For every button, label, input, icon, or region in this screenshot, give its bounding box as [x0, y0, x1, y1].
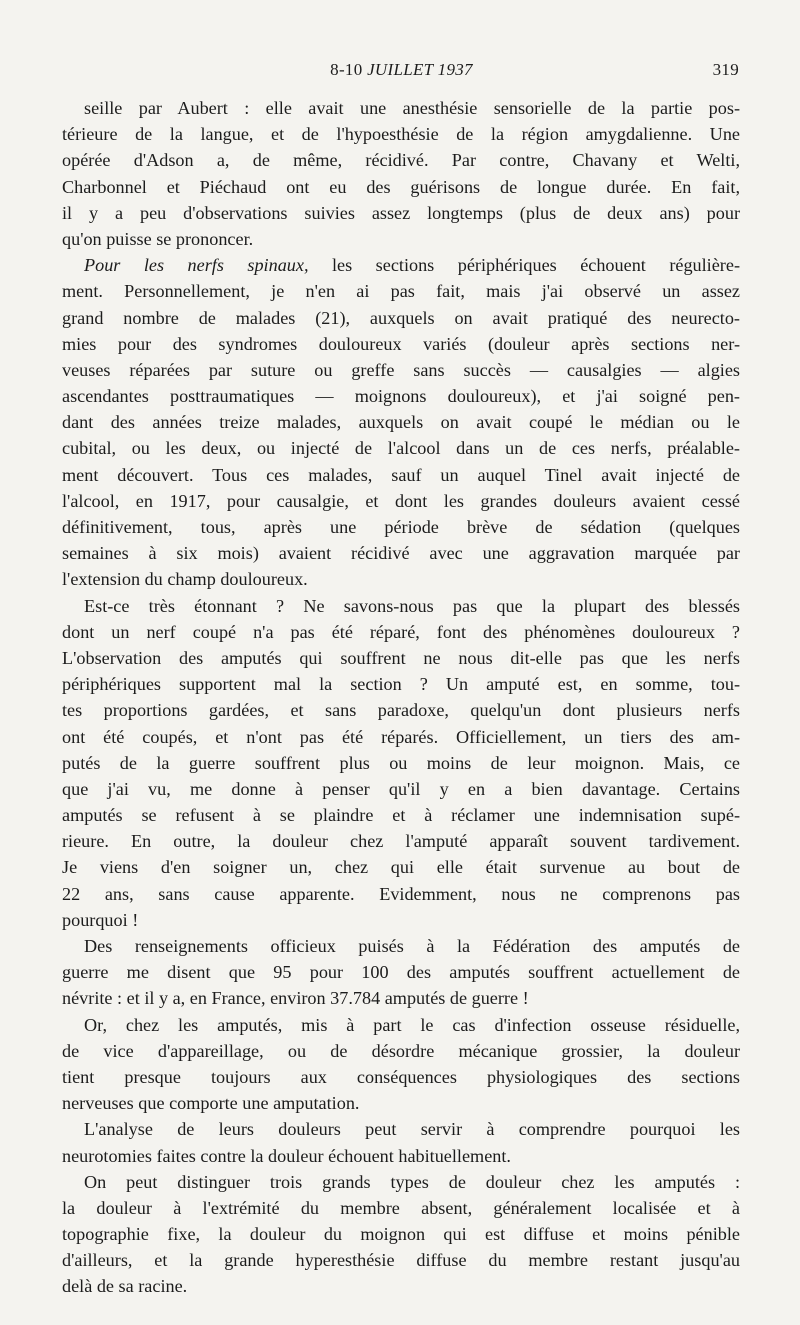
line-text: guerre me disent que 95 pour 100 des amputés souffrent actuellement de	[62, 962, 740, 983]
line-text: Est-ce très étonnant ? Ne savons-nous pas que la plupart des blessés	[84, 595, 740, 616]
paragraph	[62, 933, 740, 1012]
line-text: delà de sa racine.	[62, 1276, 188, 1297]
text-line	[62, 226, 740, 252]
line-text: semaines à six mois) avaient récidivé avec une aggravation marquée par	[62, 543, 740, 564]
text-line	[62, 907, 740, 933]
line-text: veuses réparées par suture ou greffe sans succès — causalgies — algies	[62, 359, 740, 380]
line-text: Je viens d'en soigner un, chez qui elle était survenue au bout de	[62, 857, 740, 878]
text-line	[62, 278, 740, 304]
text-line	[62, 593, 740, 619]
italic-phrase: Pour les nerfs spinaux,	[84, 255, 309, 276]
text-line	[62, 1273, 740, 1299]
text-line	[62, 200, 740, 226]
text-line	[62, 724, 740, 750]
text-line	[62, 645, 740, 671]
line-text: On peut distinguer trois grands types de douleur chez les amputés :	[84, 1171, 740, 1192]
text-line	[62, 619, 740, 645]
line-text: Charbonnel et Piéchaud ont eu des guérisons de longue durée. En fait,	[62, 176, 740, 197]
line-text: topographie fixe, la douleur du moignon qui est diffuse et moins pénible	[62, 1224, 740, 1245]
text-line	[62, 566, 740, 592]
text-line	[62, 1064, 740, 1090]
text-line	[62, 252, 740, 278]
line-text: dant des années treize malades, auxquels on avait coupé le médian ou le	[62, 412, 740, 433]
page-number: 319	[712, 60, 739, 79]
running-header	[64, 60, 739, 86]
text-line	[62, 959, 740, 985]
line-text: L'observation des amputés qui souffrent ne nous dit-elle pas que les nerfs	[62, 647, 740, 668]
line-text: dont un nerf coupé n'a pas été réparé, font des phénomènes douloureux ?	[62, 621, 740, 642]
line-text: ment. Personnellement, je n'en ai pas fait, mais j'ai observé un assez	[62, 281, 740, 302]
line-text: L'analyse de leurs douleurs peut servir à comprendre pourquoi les	[84, 1119, 740, 1140]
paragraph	[62, 252, 740, 592]
paragraph	[62, 593, 740, 933]
body-text	[62, 95, 740, 1300]
text-line	[62, 1195, 740, 1221]
text-line	[62, 1169, 740, 1195]
text-line	[62, 435, 740, 461]
text-line	[62, 331, 740, 357]
text-line	[62, 305, 740, 331]
line-text: la douleur à l'extrémité du membre absent, généralement localisée et à	[62, 1197, 740, 1218]
paragraph	[62, 1012, 740, 1117]
line-text: ment découvert. Tous ces malades, sauf un auquel Tinel avait injecté de	[62, 464, 740, 485]
header-month-year: JUILLET 1937	[367, 60, 473, 79]
text-line	[62, 514, 740, 540]
text-line	[62, 881, 740, 907]
text-line	[62, 985, 740, 1011]
line-text: qu'on puisse se prononcer.	[62, 228, 254, 249]
line-text: définitivement, tous, après une période brève de sédation (quelques	[62, 517, 740, 537]
line-text: il y a peu d'observations suivies assez longtemps (plus de deux ans) pour	[62, 202, 740, 223]
line-text: rieure. En outre, la douleur chez l'amputé apparaît souvent tardivement.	[62, 831, 740, 852]
text-line	[62, 1038, 740, 1064]
text-line	[62, 174, 740, 200]
line-text: 22 ans, sans cause apparente. Evidemment, nous ne comprenons pas	[62, 883, 740, 904]
paragraph	[62, 95, 740, 252]
line-text: térieure de la langue, et de l'hypoesthésie de la région amygdalienne. Une	[62, 124, 740, 145]
text-line	[62, 540, 740, 566]
line-text: amputés se refusent à se plaindre et à réclamer une indemnisation supé-	[62, 805, 740, 826]
header-date	[64, 60, 739, 80]
line-text: Des renseignements officieux puisés à la Fédération des amputés de	[84, 936, 740, 956]
header-dates: 8-10	[330, 60, 363, 79]
line-text: de vice d'appareillage, ou de désordre mécanique grossier, la douleur	[62, 1040, 740, 1061]
text-line	[62, 121, 740, 147]
text-line	[62, 488, 740, 514]
text-line	[62, 671, 740, 697]
line-text: tient presque toujours aux conséquences physiologiques des sections	[62, 1066, 740, 1087]
text-line	[62, 383, 740, 409]
line-text: les sections périphériques échouent régulière-	[308, 255, 740, 276]
text-line	[62, 1247, 740, 1273]
text-line	[62, 409, 740, 435]
text-line	[62, 1143, 740, 1169]
text-line	[62, 776, 740, 802]
text-line	[62, 1221, 740, 1247]
line-text: neurotomies faites contre la douleur échouent habituellement.	[62, 1145, 511, 1166]
line-text: que j'ai vu, me donne à penser qu'il y en a bien davantage. Certains	[62, 778, 740, 799]
line-text: l'alcool, en 1917, pour causalgie, et dont les grandes douleurs avaient cessé	[62, 490, 740, 511]
text-line	[62, 1116, 740, 1142]
line-text: nerveuses que comporte une amputation.	[62, 1093, 360, 1114]
line-text: périphériques supportent mal la section ? Un amputé est, en somme, tou-	[62, 674, 740, 695]
line-text: pourquoi !	[62, 909, 139, 930]
text-line	[62, 147, 740, 173]
line-text: grand nombre de malades (21), auxquels on avait pratiqué des neurecto-	[62, 307, 740, 328]
text-line	[62, 95, 740, 121]
text-line	[62, 933, 740, 959]
text-line	[62, 1012, 740, 1038]
line-text: putés de la guerre souffrent plus ou moins de leur moignon. Mais, ce	[62, 752, 740, 773]
line-text: seille par Aubert : elle avait une anesthésie sensorielle de la partie pos-	[84, 98, 740, 118]
line-text: ont été coupés, et n'ont pas été réparés. Officiellement, un tiers des am-	[62, 726, 740, 747]
text-line	[62, 750, 740, 776]
line-text: mies pour des syndromes douloureux variés (douleur après sections ner-	[62, 333, 740, 354]
line-text: d'ailleurs, et la grande hyperesthésie diffuse du membre restant jusqu'au	[62, 1250, 740, 1271]
text-line	[62, 802, 740, 828]
text-line	[62, 462, 740, 488]
line-text: névrite : et il y a, en France, environ 37.784 amputés de guerre !	[62, 988, 529, 1009]
paragraph	[62, 1116, 740, 1168]
paragraph	[62, 1169, 740, 1300]
text-line	[62, 697, 740, 723]
line-text: Or, chez les amputés, mis à part le cas d'infection osseuse résiduelle,	[84, 1014, 740, 1035]
text-line	[62, 854, 740, 880]
text-line	[62, 357, 740, 383]
line-text: tes proportions gardées, et sans paradoxe, quelqu'un dont plusieurs nerfs	[62, 700, 740, 721]
line-text: l'extension du champ douloureux.	[62, 569, 308, 590]
line-text: ascendantes posttraumatiques — moignons douloureux), et j'ai soigné pen-	[62, 386, 740, 407]
text-line	[62, 1090, 740, 1116]
line-text: cubital, ou les deux, ou injecté de l'alcool dans un de ces nerfs, préalable-	[62, 438, 740, 459]
text-line	[62, 828, 740, 854]
line-text: opérée d'Adson a, de même, récidivé. Par contre, Chavany et Welti,	[62, 150, 740, 171]
